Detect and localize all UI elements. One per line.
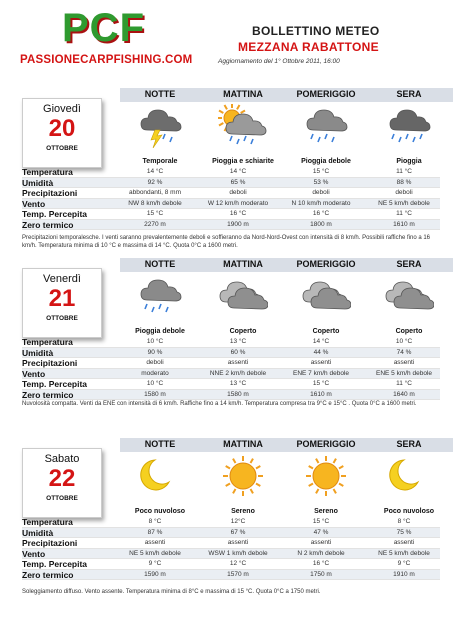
row-value: W 12 km/h moderato bbox=[207, 199, 269, 207]
period-header bbox=[120, 438, 453, 452]
row-label: Precipitazioni bbox=[22, 538, 78, 548]
day-number: 20 bbox=[48, 115, 76, 142]
row-value: 15 °C bbox=[146, 210, 164, 217]
weekday: Sabato bbox=[44, 453, 80, 465]
date-card bbox=[22, 268, 102, 338]
table-row bbox=[22, 337, 440, 348]
date-card bbox=[22, 448, 102, 518]
table-row bbox=[22, 538, 440, 549]
row-label: Umidità bbox=[22, 347, 54, 358]
period-label: NOTTE bbox=[144, 439, 176, 449]
date-card bbox=[22, 98, 102, 168]
table-row bbox=[22, 559, 440, 570]
sun-icon bbox=[218, 454, 268, 498]
condition-label: Coperto bbox=[229, 328, 257, 335]
row-value: 14 °C bbox=[229, 168, 247, 175]
row-value: 47 % bbox=[313, 528, 329, 536]
period-label: SERA bbox=[396, 259, 422, 269]
condition-label: Coperto bbox=[312, 328, 340, 335]
row-label: Temperatura bbox=[22, 167, 73, 177]
row-value: 15 °C bbox=[312, 380, 330, 387]
row-label: Precipitazioni bbox=[22, 358, 78, 368]
period-label: POMERIGGIO bbox=[296, 439, 356, 449]
row-value: assenti bbox=[144, 539, 166, 546]
row-value: 1640 m bbox=[393, 390, 415, 398]
row-value: 1750 m bbox=[310, 570, 332, 578]
condition-label: Sereno bbox=[314, 508, 338, 515]
bulletin-location: MEZZANA RABATTONE bbox=[238, 40, 379, 54]
row-value: deboli bbox=[395, 189, 413, 196]
row-value: 2270 m bbox=[144, 220, 166, 228]
condition-label: Poco nuvoloso bbox=[383, 508, 435, 515]
row-label: Temperatura bbox=[22, 337, 73, 347]
site-logo[interactable]: PCF bbox=[62, 6, 145, 50]
table-row bbox=[22, 570, 440, 581]
light-rain-icon bbox=[301, 104, 351, 148]
row-value: 16 °C bbox=[312, 210, 330, 217]
table-row bbox=[22, 348, 440, 359]
day-number: 21 bbox=[48, 285, 76, 312]
row-value: 53 % bbox=[313, 178, 329, 186]
row-value: 14 °C bbox=[312, 338, 330, 345]
period-label: POMERIGGIO bbox=[296, 89, 356, 99]
row-value: NNE 2 km/h debole bbox=[209, 369, 267, 377]
month: OTTOBRE bbox=[46, 145, 78, 152]
condition-label: Pioggia debole bbox=[301, 158, 351, 165]
table-row bbox=[22, 188, 440, 199]
condition-label: Coperto bbox=[395, 328, 423, 335]
row-value: 16 °C bbox=[229, 210, 247, 217]
row-value: N 2 km/h debole bbox=[297, 549, 345, 557]
table-row bbox=[22, 379, 440, 390]
light-rain-icon bbox=[135, 274, 185, 318]
table-row bbox=[22, 369, 440, 380]
row-value: deboli bbox=[146, 359, 164, 366]
row-value: 11 °C bbox=[396, 210, 412, 217]
moon-cloud-icon bbox=[384, 454, 434, 498]
row-value: 1580 m bbox=[227, 390, 249, 398]
row-value: assenti bbox=[310, 359, 332, 366]
row-value: 14 °C bbox=[146, 168, 164, 175]
row-value: 11 °C bbox=[396, 168, 412, 175]
sun-icon bbox=[301, 454, 351, 498]
row-value: 8 °C bbox=[397, 518, 411, 525]
row-value: 60 % bbox=[230, 348, 246, 356]
row-value: deboli bbox=[312, 189, 330, 196]
row-value: NW 8 km/h debole bbox=[128, 199, 182, 207]
period-label: MATTINA bbox=[223, 439, 263, 449]
row-value: 44 % bbox=[313, 348, 329, 356]
row-label: Temperatura bbox=[22, 517, 73, 527]
forecast-note: Soleggiamento diffuso. Vento assente. Temperatura minima di 8°C e massima di 15 °C. Quota 0°C a 1750 metri. bbox=[22, 589, 321, 595]
row-value: assenti bbox=[393, 539, 415, 546]
row-value: 13 °C bbox=[229, 338, 247, 345]
weekday: Giovedì bbox=[43, 103, 81, 115]
period-label: SERA bbox=[396, 89, 422, 99]
bulletin-title: BOLLETTINO METEO bbox=[252, 24, 380, 38]
table-row bbox=[22, 358, 440, 369]
row-value: 87 % bbox=[147, 528, 163, 536]
row-label: Zero termico bbox=[22, 219, 74, 230]
moon-cloud-icon bbox=[135, 454, 185, 498]
forecast-table bbox=[22, 337, 440, 400]
condition-label: Sereno bbox=[231, 508, 255, 515]
row-value: abbondanti, 8 mm bbox=[128, 189, 182, 196]
cloudy-icon bbox=[384, 274, 434, 318]
row-value: assenti bbox=[227, 359, 249, 366]
cloud-sun-rain-icon bbox=[218, 104, 268, 148]
row-value: assenti bbox=[393, 359, 415, 366]
header bbox=[0, 0, 453, 80]
period-label: MATTINA bbox=[223, 89, 263, 99]
row-value: 12°C bbox=[230, 518, 246, 525]
row-value: 16 °C bbox=[312, 560, 330, 567]
row-value: 1610 m bbox=[393, 220, 415, 228]
storm-icon bbox=[135, 104, 185, 148]
row-value: NE 5 km/h debole bbox=[129, 549, 181, 557]
row-value: WSW 1 km/h debole bbox=[208, 549, 268, 557]
table-row bbox=[22, 549, 440, 560]
row-label: Temp. Percepita bbox=[22, 379, 88, 389]
row-label: Zero termico bbox=[22, 389, 74, 400]
row-label: Precipitazioni bbox=[22, 188, 78, 198]
row-value: 9 °C bbox=[397, 560, 411, 567]
row-value: 10 °C bbox=[146, 380, 164, 387]
month: OTTOBRE bbox=[46, 495, 78, 502]
row-label: Vento bbox=[22, 368, 46, 379]
row-value: 1800 m bbox=[310, 220, 332, 228]
cloudy-icon bbox=[301, 274, 351, 318]
row-value: 92 % bbox=[147, 178, 163, 186]
row-value: 9 °C bbox=[148, 560, 162, 567]
table-row bbox=[22, 178, 440, 189]
row-value: 10 °C bbox=[146, 338, 164, 345]
table-row bbox=[22, 390, 440, 401]
row-value: 1910 m bbox=[393, 570, 415, 578]
forecast-note: Nuvolosità compatta. Venti da ENE con intensità di 6 km/h. Raffiche fino a 14 km/h. Temperatura compresa tra 9°C e 15°C . Quota 0°C a 1600 metri. bbox=[22, 401, 417, 407]
condition-label: Poco nuvoloso bbox=[134, 508, 186, 515]
condition-label: Pioggia debole bbox=[135, 328, 185, 335]
table-row bbox=[22, 528, 440, 539]
forecast-note: Precipitazioni temporalesche. I venti saranno prevalentemente deboli e soffieranno da Nord-Nord-Ovest con intensità di 8 km/h. Possibili raffiche fino a 16 km/h. Temperatura minima di 10 °C e massima di 14 °C. Quota 0°C a 1600 metri. bbox=[22, 235, 430, 249]
row-value: 13 °C bbox=[229, 380, 247, 387]
row-value: N 10 km/h moderato bbox=[291, 199, 351, 207]
row-value: 1570 m bbox=[227, 570, 249, 578]
update-timestamp: Aggiornamento del 1° Ottobre 2011, 16:00 bbox=[218, 58, 340, 65]
row-value: 11 °C bbox=[396, 380, 412, 387]
row-value: 15 °C bbox=[312, 168, 330, 175]
row-value: 75 % bbox=[396, 528, 412, 536]
row-value: NE 5 km/h debole bbox=[378, 199, 430, 207]
row-value: 74 % bbox=[396, 348, 412, 356]
period-header bbox=[120, 88, 453, 102]
day-number: 22 bbox=[48, 465, 76, 492]
weekday: Venerdì bbox=[43, 273, 81, 285]
site-name[interactable]: PASSIONECARPFISHING.COM bbox=[20, 54, 193, 66]
row-value: 90 % bbox=[147, 348, 163, 356]
row-value: moderato bbox=[141, 369, 169, 377]
row-value: 10 °C bbox=[395, 338, 413, 345]
row-value: 8 °C bbox=[148, 518, 162, 525]
row-value: 1590 m bbox=[144, 570, 166, 578]
table-row bbox=[22, 167, 440, 178]
row-value: assenti bbox=[310, 539, 332, 546]
period-label: NOTTE bbox=[144, 89, 176, 99]
row-label: Vento bbox=[22, 198, 46, 209]
row-label: Zero termico bbox=[22, 569, 74, 580]
table-row bbox=[22, 517, 440, 528]
period-label: SERA bbox=[396, 439, 422, 449]
row-value: 1900 m bbox=[227, 220, 249, 228]
month: OTTOBRE bbox=[46, 315, 78, 322]
row-value: 65 % bbox=[230, 178, 246, 186]
row-value: 1580 m bbox=[144, 390, 166, 398]
period-label: NOTTE bbox=[144, 259, 176, 269]
period-header bbox=[120, 258, 453, 272]
row-value: deboli bbox=[229, 189, 247, 196]
period-label: POMERIGGIO bbox=[296, 259, 356, 269]
condition-label: Pioggia e schiarite bbox=[212, 158, 274, 165]
table-row bbox=[22, 209, 440, 220]
row-value: 88 % bbox=[396, 178, 412, 186]
row-value: NE 5 km/h debole bbox=[378, 549, 430, 557]
row-value: ENE 7 km/h debole bbox=[292, 369, 349, 377]
table-row bbox=[22, 220, 440, 231]
forecast-table bbox=[22, 517, 440, 580]
period-label: MATTINA bbox=[223, 259, 263, 269]
row-value: 15 °C bbox=[312, 518, 330, 525]
rain-icon bbox=[384, 104, 434, 148]
row-value: 1610 m bbox=[310, 390, 332, 398]
row-value: assenti bbox=[227, 539, 249, 546]
row-label: Temp. Percepita bbox=[22, 559, 88, 569]
row-value: 12 °C bbox=[229, 560, 247, 567]
cloudy-icon bbox=[218, 274, 268, 318]
row-label: Temp. Percepita bbox=[22, 209, 88, 219]
row-label: Umidità bbox=[22, 177, 54, 188]
row-label: Vento bbox=[22, 548, 46, 559]
row-label: Umidità bbox=[22, 527, 54, 538]
condition-label: Pioggia bbox=[396, 158, 422, 165]
row-value: 67 % bbox=[230, 528, 246, 536]
table-row bbox=[22, 199, 440, 210]
forecast-table bbox=[22, 167, 440, 230]
condition-label: Temporale bbox=[142, 158, 178, 165]
row-value: ENE 5 km/h debole bbox=[375, 369, 432, 377]
